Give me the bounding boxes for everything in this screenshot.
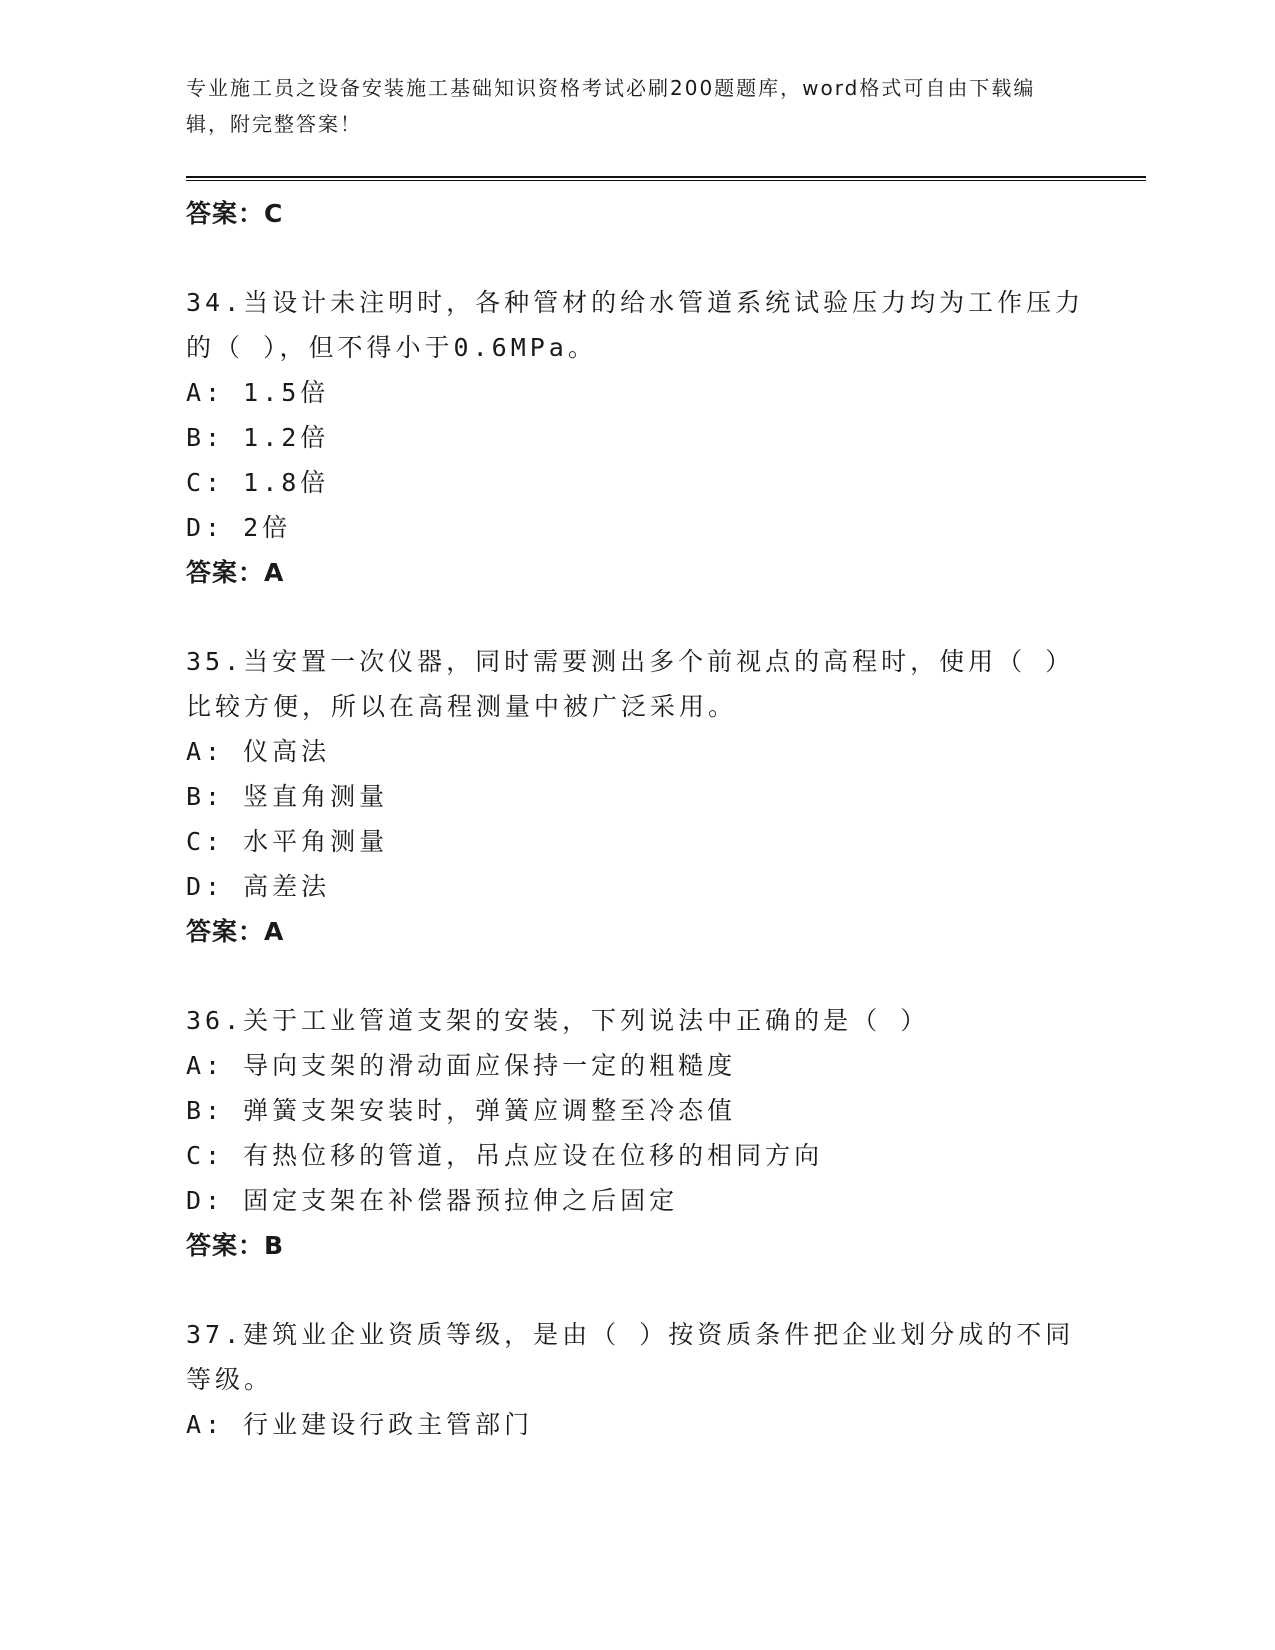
option-c: C: 有热位移的管道，吊点应设在位移的相同方向	[186, 1141, 824, 1170]
question-stem: 37.建筑业企业资质等级，是由（ ）按资质条件把企业划分成的不同	[186, 1320, 1075, 1349]
question-stem: 36.关于工业管道支架的安装，下列说法中正确的是（ ）	[186, 1006, 930, 1035]
question-stem-continued: 比较方便，所以在高程测量中被广泛采用。	[186, 692, 738, 721]
answer-line: 答案：A	[186, 558, 285, 587]
option-c: C: 1.8倍	[186, 468, 330, 497]
option-d: D: 2倍	[186, 513, 292, 542]
question-stem-continued: 等级。	[186, 1365, 274, 1394]
question-36	[186, 998, 1146, 1268]
answer-line: 答案：B	[186, 1231, 285, 1260]
question-stem: 34.当设计未注明时，各种管材的给水管道系统试验压力均为工作压力	[186, 288, 1085, 317]
option-a: A: 仪高法	[186, 737, 331, 766]
option-a: A: 导向支架的滑动面应保持一定的粗糙度	[186, 1051, 737, 1080]
question-stem: 35.当安置一次仪器，同时需要测出多个前视点的高程时，使用（ ）	[186, 647, 1075, 676]
document-header: 专业施工员之设备安装施工基础知识资格考试必刷200题题库，word格式可自由下载编辑，附完整答案！	[186, 76, 1036, 136]
question-stem-continued: 的（ ），但不得小于0.6MPa。	[186, 333, 597, 362]
answer-line: 答案：A	[186, 917, 285, 946]
document-page	[186, 70, 1146, 1447]
option-a: A: 1.5倍	[186, 378, 330, 407]
option-b: B: 竖直角测量	[186, 782, 389, 811]
question-37	[186, 1312, 1146, 1447]
option-d: D: 高差法	[186, 872, 331, 901]
option-b: B: 1.2倍	[186, 423, 330, 452]
header-divider	[186, 176, 1146, 181]
question-35	[186, 639, 1146, 954]
question-34	[186, 280, 1146, 595]
option-d: D: 固定支架在补偿器预拉伸之后固定	[186, 1186, 679, 1215]
option-c: C: 水平角测量	[186, 827, 389, 856]
answer-line: 答案：C	[186, 199, 284, 228]
option-a: A: 行业建设行政主管部门	[186, 1410, 534, 1439]
option-b: B: 弹簧支架安装时，弹簧应调整至冷态值	[186, 1096, 737, 1125]
